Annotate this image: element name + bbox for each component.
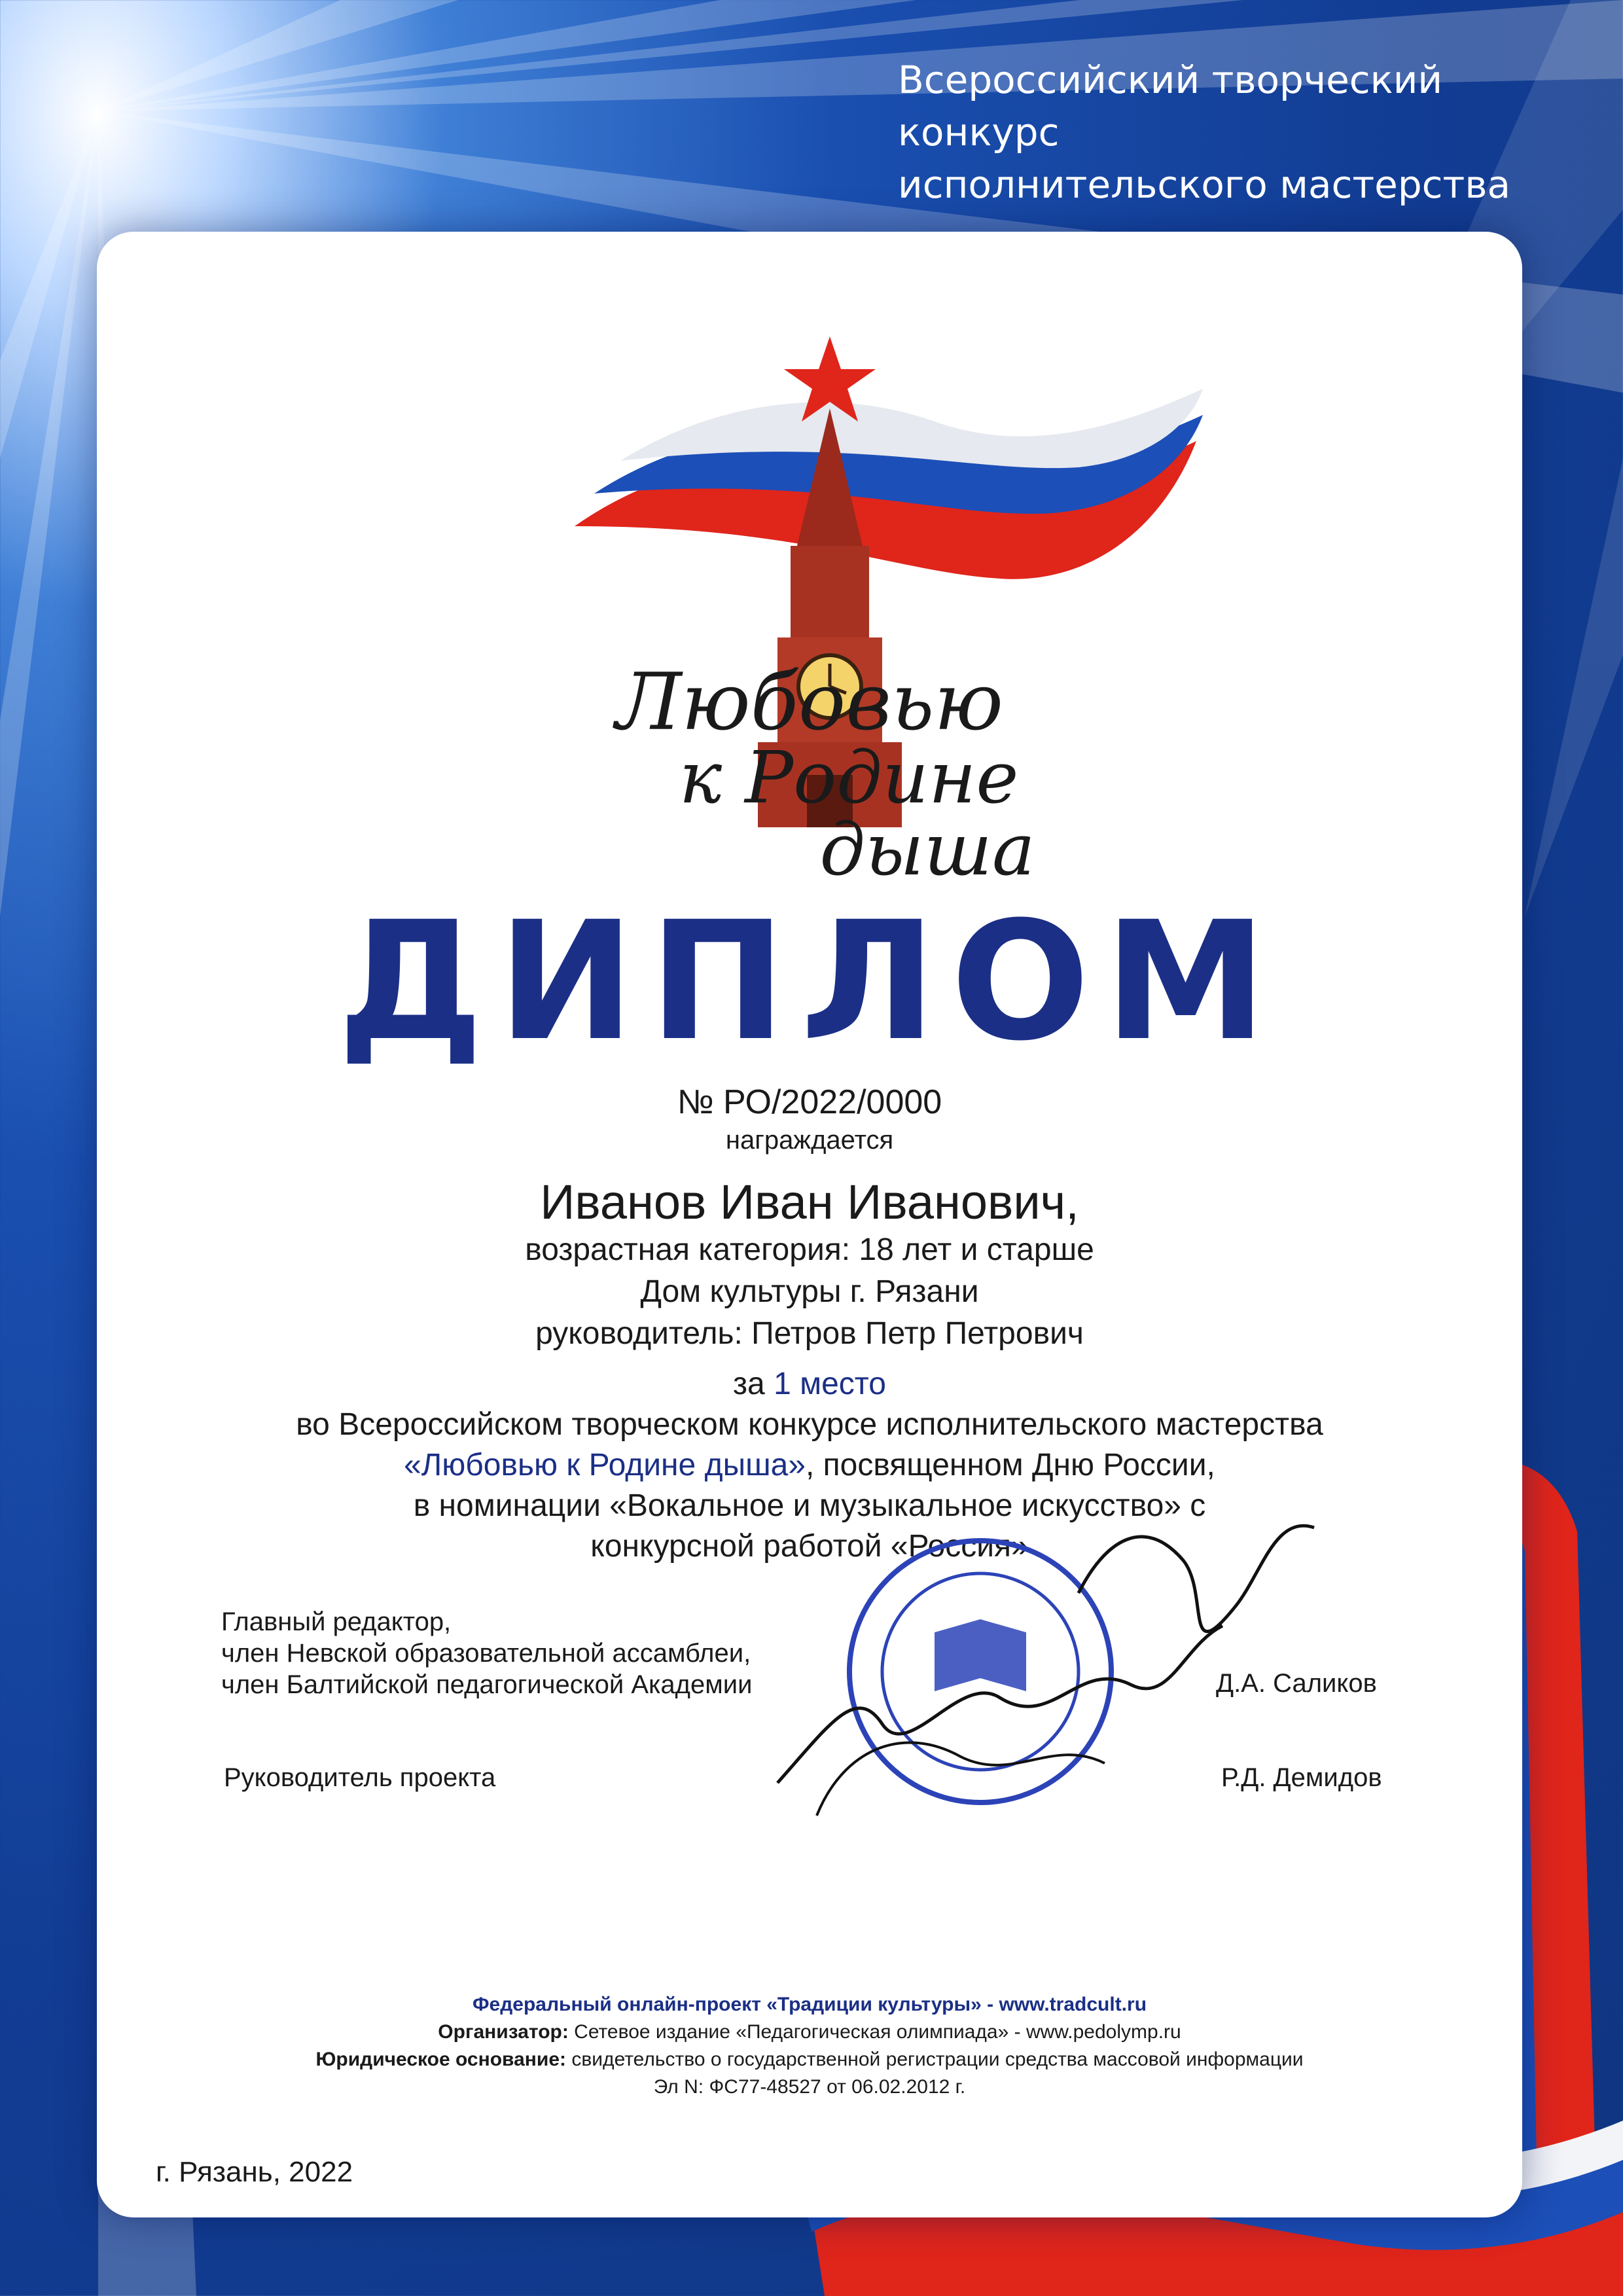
work-line: конкурсной работой «Россия» [590, 1529, 1029, 1564]
editor-line-2: член Невской образовательной ассамблеи, [221, 1639, 751, 1668]
legal-value: свидетельство о государственной регистрации средства массовой информации [566, 2049, 1304, 2070]
header-line-2: исполнительского мастерства [898, 162, 1511, 207]
awarded-label: награждается [725, 1126, 894, 1155]
legal-label: Юридическое основание: [315, 2049, 567, 2070]
footer-organizer-line [97, 2018, 1522, 2046]
organization: Дом культуры г. Рязани [640, 1274, 979, 1309]
nomination-line: в номинации «Вокальное и музыкальное искусство» с [413, 1488, 1206, 1523]
project-lead-label: Руководитель проекта [224, 1763, 496, 1792]
diploma-paper [97, 232, 1522, 2217]
age-category: возрастная категория: 18 лет и старше [525, 1232, 1094, 1267]
organizer-value: Сетевое издание «Педагогическая олимпиада» - www.pedolymp.ru [568, 2021, 1181, 2043]
recipient-name: Иванов Иван Иванович, [540, 1175, 1079, 1229]
header-line-1: Всероссийский творческий конкурс [898, 58, 1443, 154]
reason-prefix: за [733, 1367, 774, 1401]
organizer-label: Организатор: [438, 2021, 569, 2043]
official-stamp-and-signatures [686, 1475, 1340, 1842]
logo-line-3: дыша [819, 808, 1035, 891]
recipient-details [97, 1229, 1522, 1355]
editor-line-3: член Балтийской педагогической Академии [221, 1670, 753, 1699]
supervisor: руководитель: Петров Петр Петрович [535, 1316, 1084, 1351]
contest-header [898, 54, 1605, 211]
logo-line-2: к Родине [679, 736, 1019, 819]
logo-line-1: Любовью [615, 657, 1004, 748]
contest-name: «Любовью к Родине дыша» [404, 1448, 806, 1482]
contest-line: во Всероссийском творческом конкурсе исполнительского мастерства [296, 1407, 1323, 1442]
place-line [97, 1364, 1522, 1405]
signature-demidov [817, 1742, 1105, 1816]
contest-suffix: , посвященном Дню России, [805, 1448, 1215, 1482]
footer-project-line: Федеральный онлайн-проект «Традиции культуры» - www.tradcult.ru [472, 1994, 1147, 2015]
footer-registration-line: Эл N: ФС77-48527 от 06.02.2012 г. [653, 2076, 966, 2098]
footer-block [97, 1991, 1522, 2101]
place-value: 1 место [774, 1367, 886, 1401]
editor-line-1: Главный редактор, [221, 1607, 452, 1636]
city-year: г. Рязань, 2022 [156, 2156, 353, 2188]
stamp-book-icon [935, 1619, 1026, 1691]
project-lead-name: Р.Д. Демидов [1221, 1763, 1382, 1792]
diploma-number: № РО/2022/0000 [677, 1083, 942, 1121]
diploma-title: ДИПЛОМ [337, 886, 1282, 1077]
editor-name: Д.А. Саликов [1216, 1669, 1377, 1698]
footer-legal-line [97, 2046, 1522, 2073]
